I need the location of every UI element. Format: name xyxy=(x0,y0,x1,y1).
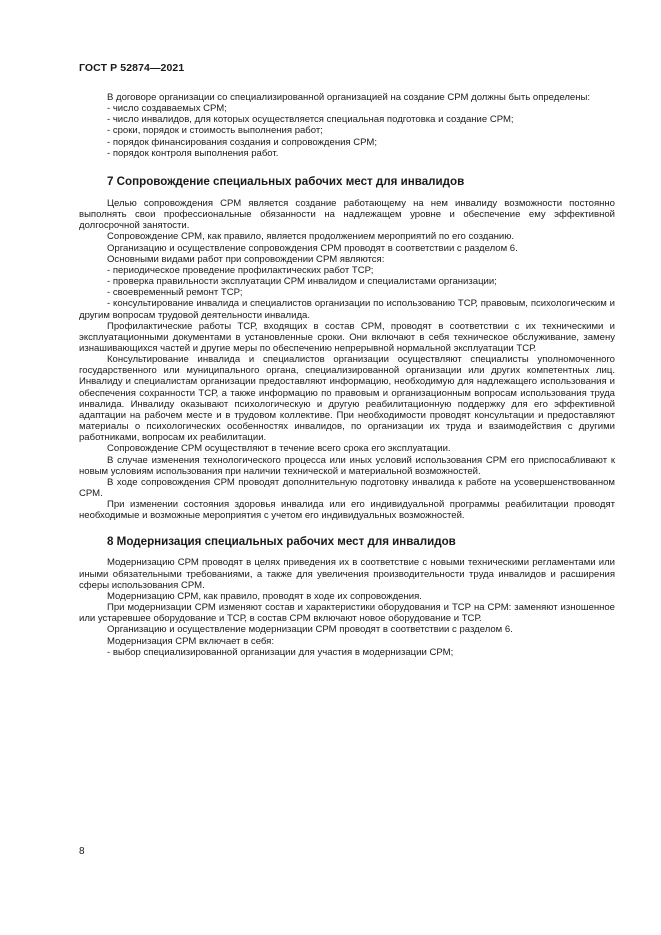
paragraph: Организацию и осуществление модернизации СРМ проводят в соответствии с разделом 6. xyxy=(107,624,513,636)
list-item: - выбор специализированной организации для участия в модернизации СРМ; xyxy=(107,646,454,658)
paragraph: Профилактические работы ТСР, входящих в состав СРМ, проводят в соответствии с их техническими и эксплуатационными документами в установленные сроки. Они включают в себя техническое обслуживание, замену изнашивающихся частей и другие меры по обеспечению непрерывной нормальной эксплуатации ТСР. xyxy=(79,320,615,354)
paragraph: Сопровождение СРМ осуществляют в течение всего срока его эксплуатации. xyxy=(107,443,451,455)
paragraph: Модернизация СРМ включает в себя: xyxy=(107,635,274,647)
paragraph: В ходе сопровождения СРМ проводят дополнительную подготовку инвалида к работе на усовершенствованном СРМ. xyxy=(79,476,615,499)
intro-paragraph: В договоре организации со специализированной организацией на создание СРМ должны быть определены: xyxy=(107,92,590,103)
section-7-heading: 7 Сопровождение специальных рабочих мест для инвалидов xyxy=(107,174,465,188)
list-item: - число создаваемых СРМ; xyxy=(107,103,227,115)
paragraph: При изменении состояния здоровья инвалида или его индивидуальной программы реабилитации проводят необходимые и возможные мероприятия с учетом его индивидуальных возможностей. xyxy=(79,499,615,522)
paragraph: Целью сопровождения СРМ является создание работающему на нем инвалиду возможности постоянно выполнять свои профессиональные обязанности на надлежащем уровне и обеспечение ему эффективной долгосрочной занятости. xyxy=(79,197,615,232)
paragraph: Консультирование инвалида и специалистов организации осуществляют специалисты уполномоченного государственного или муниципального органа, специализированной организации или других компетентных лиц. Инвалиду и специалистам организации предоставляют информацию, необходимую для надлежащего использования и обеспечения сохранности ТСР, а также информацию по правовым и организационным вопросам использования труда инвалида. Инвалиду оказывают психологическую и другую реабилитационную поддержку для его эффективной адаптации на рабочем месте и в трудовом коллективе. При необходимости проводят консультации и предоставляют материалы о психологических особенностях инвалидов, по организации их труда и взаимодействия с другими работниками, вопросам их реабилитации. xyxy=(79,354,615,444)
page-number: 8 xyxy=(79,846,85,857)
list-item: - своевременный ремонт ТСР; xyxy=(107,287,243,299)
section-8-heading: 8 Модернизация специальных рабочих мест для инвалидов xyxy=(107,535,456,549)
list-item: - консультирование инвалида и специалистов организации по использованию ТСР, правовым, психологическим и другим вопросам трудовой деятельности инвалида. xyxy=(79,298,615,321)
list-item: - сроки, порядок и стоимость выполнения работ; xyxy=(107,125,323,137)
standard-header: ГОСТ Р 52874—2021 xyxy=(79,62,185,74)
paragraph: Организацию и осуществление сопровождения СРМ проводят в соответствии с разделом 6. xyxy=(107,242,518,254)
list-item: - число инвалидов, для которых осуществляется специальная подготовка и создание СРМ; xyxy=(107,114,514,126)
paragraph: При модернизации СРМ изменяют состав и характеристики оборудования и ТСР на СРМ: заменяют изношенное или устаревшее оборудование и ТСР, в состав СРМ включают новое оборудование и ТСР. xyxy=(79,602,615,625)
list-item: - проверка правильности эксплуатации СРМ инвалидом и специалистами организации; xyxy=(107,276,497,288)
paragraph: Основными видами работ при сопровождении СРМ являются: xyxy=(107,253,385,265)
paragraph: Модернизацию СРМ, как правило, проводят в ходе их сопровождения. xyxy=(107,590,422,602)
paragraph: Модернизацию СРМ проводят в целях приведения их в соответствие с новыми техническими регламентами или иными обязательными требованиями, а также для увеличения производительности труда инвалидов и расширения сферы использования СРМ. xyxy=(79,557,615,591)
paragraph: В случае изменения технологического процесса или иных условий использования СРМ его приспосабливают к новым условиям использования при наличии технической и материальной возможностей. xyxy=(79,454,615,477)
list-item: - порядок контроля выполнения работ. xyxy=(107,147,279,159)
list-item: - периодическое проведение профилактических работ ТСР; xyxy=(107,264,374,276)
page-body xyxy=(79,92,615,658)
list-item: - порядок финансирования создания и сопровождения СРМ; xyxy=(107,136,378,148)
paragraph: Сопровождение СРМ, как правило, является продолжением мероприятий по его созданию. xyxy=(107,231,515,243)
